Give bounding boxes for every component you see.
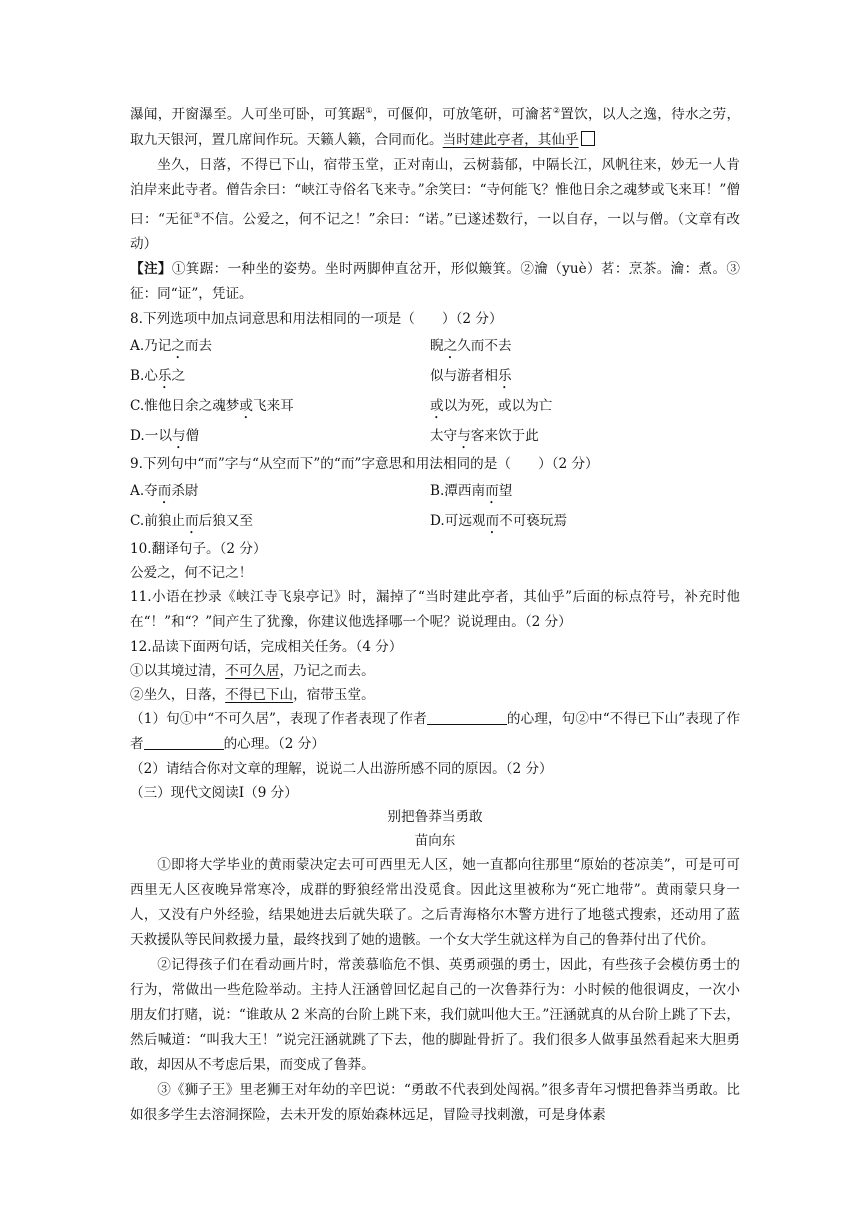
emphasized-word: 而 <box>157 483 172 500</box>
footnote-marker: ③ <box>193 210 201 220</box>
emphasized-word: 之 <box>443 338 458 355</box>
passage-paragraph-1: 瀑闻，开窗瀑至。人可坐可卧，可箕踞①，可偃仰，可放笔研，可瀹茗②置饮，以人之逸，待水之劳，取九天银河，置几席间作玩。天籁人籁，合同而化。当时建此亭者，其仙乎 <box>130 106 741 148</box>
notes-label: 【注】 <box>130 261 172 278</box>
emphasized-word: 乐 <box>497 368 512 385</box>
q8-option-left: C.惟他日余之魂梦或飞来耳 <box>130 398 294 415</box>
q9-option-right: D.可远观而不可亵玩焉 <box>430 513 568 530</box>
q9-option-row <box>130 507 740 537</box>
q8-option-left: D.一以与僧 <box>130 428 200 445</box>
footnote-marker: ② <box>552 106 561 115</box>
emphasized-word: 而 <box>185 513 199 530</box>
article-paragraph-1: ①即将大学毕业的黄雨蒙决定去可可西里无人区，她一直都向往那里“原始的苍凉美”，可是可可西里无人区夜晚异常寒冷，成群的野狼经常出没觅食。因此这里被称为“死亡地带”。黄雨蒙只身一人，又没有户外经验，结果她进去后就失联了。之后青海格尔木警方进行了地毯式搜索，还动用了蓝天救援队等民间救援力量，最终找到了她的遗骸。一个女大学生就这样为自己的鲁莽付出了代价。 <box>130 857 740 949</box>
q8-option-right: 太守与客来饮于此 <box>430 428 539 445</box>
emphasized-word: 之 <box>171 338 185 355</box>
q8-option-right: 睨之久而不去 <box>430 338 512 355</box>
q8-option-right: 或以为死，或以为亡 <box>430 398 553 415</box>
underlined-sentence: 当时建此亭者，其仙乎 <box>442 131 579 148</box>
q8-option-row <box>130 332 740 362</box>
q9-option-row <box>130 477 740 507</box>
section-heading: （三）现代文阅读Ⅰ（9 分） <box>130 785 298 802</box>
q8-option-row <box>130 362 740 392</box>
emphasized-word: 而 <box>485 483 499 500</box>
emphasized-word: 而 <box>485 513 500 530</box>
q8-option-left: B.心乐之 <box>130 368 186 385</box>
question-12-task-1: （1）句①中“不可久居”，表现了作者表现了作者 的心理，句②中“不得已下山”表现了作者 的心理。（2 分） <box>130 711 740 753</box>
emphasized-word: 与 <box>457 428 471 445</box>
question-12-sentence-1: ①以其境过清，不可久居，乃记之而去。 <box>130 663 375 680</box>
emphasized-word: 乐 <box>157 368 172 385</box>
question-9-options <box>130 477 740 537</box>
q9-option-left: C.前狼止而后狼又至 <box>130 513 253 530</box>
question-12-stem: 12.品读下面两句话，完成相关任务。（4 分） <box>130 639 403 656</box>
q8-option-row <box>130 422 740 452</box>
article-paragraph-3: ③《狮子王》里老狮王对年幼的辛巴说：“勇敢不代表到处闯祸。”很多青年习惯把鲁莽当勇敢。比如很多学生去溶洞探险，去未开发的原始森林远足，冒险寻找刺激，可是身体素 <box>130 1082 740 1124</box>
article-title: 别把鲁莽当勇敢 <box>387 809 483 826</box>
article-paragraph-2: ②记得孩子们在看动画片时，常羡慕临危不惧、英勇顽强的勇士，因此，有些孩子会模仿勇士的行为，常做出一些危险举动。主持人汪涵曾回忆起自己的一次鲁莽行为：小时候的他很调皮，一次小朋友们打赌，说：“谁敢从 2 米高的台阶上跳下来，我们就叫他大王。”汪涵就真的从台阶上跳了下去，然后喊道：“叫我大王！”说完汪涵就跳了下去，他的脚趾骨折了。我们很多人做事虽然看起来大胆勇敢，却因从不考虑后果，而变成了鲁莽。 <box>130 957 740 1074</box>
emphasized-word: 或 <box>239 398 253 415</box>
question-8-options <box>130 332 740 452</box>
exam-page <box>130 98 740 1128</box>
punctuation-blank-box <box>581 131 595 146</box>
footnote-marker: ① <box>365 106 373 115</box>
question-12-sentence-2: ②坐久，日落，不得已下山，宿带玉堂。 <box>130 687 375 704</box>
question-9-stem: 9.下列句中“而”字与“从空而下”的“而”字意思和用法相同的是（ ）（2 分） <box>130 456 599 473</box>
q8-option-left: A.乃记之而去 <box>130 338 213 355</box>
question-10-sentence: 公爱之，何不记之！ <box>130 565 253 582</box>
q8-option-row <box>130 392 740 422</box>
q9-option-left: A.夺而杀尉 <box>130 483 199 500</box>
answer-blank[interactable] <box>144 735 224 750</box>
emphasized-word: 与 <box>171 428 186 445</box>
question-11: 11.小语在抄录《峡江寺飞泉亭记》时，漏掉了“当时建此亭者，其仙乎”后面的标点符号，补充时他在“！”和“？”间产生了犹豫，你建议他选择哪一个呢？说说理由。（2 分） <box>130 589 740 631</box>
annotations: 【注】①箕踞：一种坐的姿势。坐时两脚伸直岔开，形似簸箕。②瀹（yuè）茗：烹茶。瀹：煮。③征：同“证”，凭证。 <box>130 261 740 303</box>
answer-blank[interactable] <box>427 710 507 725</box>
passage-paragraph-2: 坐久，日落，不得已下山，宿带玉堂，正对南山，云树蓊郁，中隔长江，风帆往来，妙无一人肯泊岸来此寺者。僧告余曰：“峡江寺俗名飞来寺。”余笑曰：“寺何能飞？惟他日余之魂梦或飞来耳！”僧曰：“无征③不信。公爱之，何不记之！”余曰：“诺。”已遂述数行，一以自存，一以与僧。（文章有改动） <box>130 156 741 253</box>
article-author: 苗向东 <box>414 833 456 850</box>
question-12-task-2: （2）请结合你对文章的理解，说说二人出游所感不同的原因。（2 分） <box>130 761 553 778</box>
q9-option-right: B.潭西南而望 <box>430 483 513 500</box>
q8-option-right: 似与游者相乐 <box>430 368 512 385</box>
question-10-stem: 10.翻译句子。（2 分） <box>130 541 267 558</box>
question-8-stem: 8.下列选项中加点词意思和用法相同的一项是（ ）（2 分） <box>130 311 503 328</box>
emphasized-word: 或 <box>430 398 444 415</box>
